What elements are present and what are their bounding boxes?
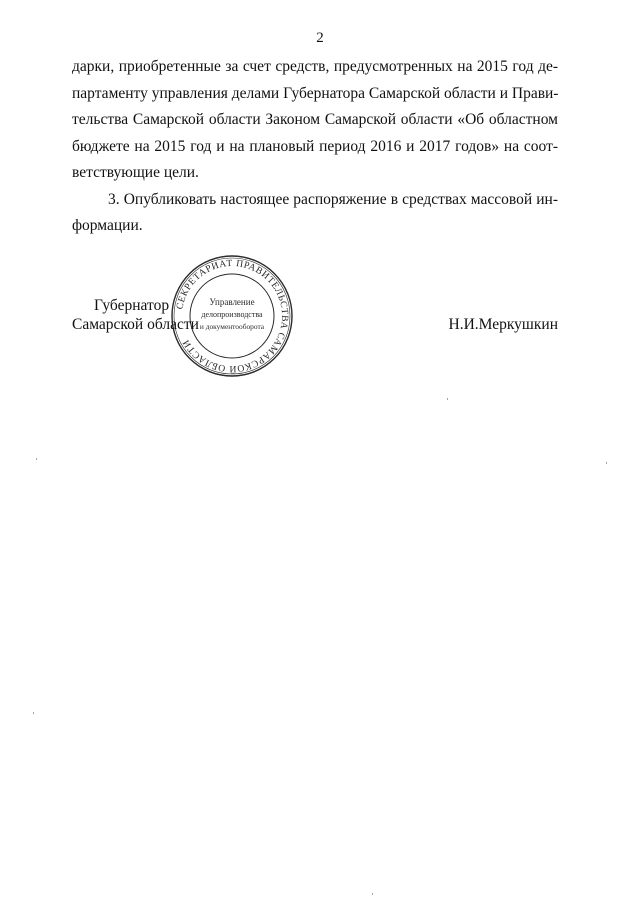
seal-center-line: делопроизводства [201,310,263,319]
paragraph-1-line: дарки, приобретенные за счет средств, предусмотренных на 2015 год де- [72,58,558,75]
signer-region: Самарской области [72,316,199,333]
paragraph-1-line: ветствующие цели. [72,164,199,181]
document-body [72,54,558,240]
signer-title: Губернатор [94,297,170,314]
page-number: 2 [316,30,324,46]
scan-speck [36,458,37,460]
signature-block [72,296,558,336]
scan-speck [33,712,34,714]
seal-center-line: Управление [209,297,255,307]
paragraph-2-line: 3. Опубликовать настоящее распоряжение в средствах массовой ин- [108,190,558,208]
seal-ring-text: СЕКРЕТАРИАТ ПРАВИТЕЛЬСТВА САМАРСКОЙ ОБЛАСТИ [174,257,291,375]
scan-speck [372,893,373,895]
seal-center-line: и документооборота [199,322,265,331]
paragraph-1-line: партаменту управления делами Губернатора Самарской области и Прави- [72,84,559,102]
signer-name: Н.И.Меркушкин [448,316,558,333]
paragraph-2-line: формации. [72,217,143,234]
paragraph-1-line: тельства Самарской области Законом Самарской области «Об областном [72,111,558,128]
scan-speck [606,462,607,464]
paragraph-1-line: бюджете на 2015 год и на плановый период 2016 и 2017 годов» на соот- [72,137,558,155]
scan-speck [447,398,448,400]
